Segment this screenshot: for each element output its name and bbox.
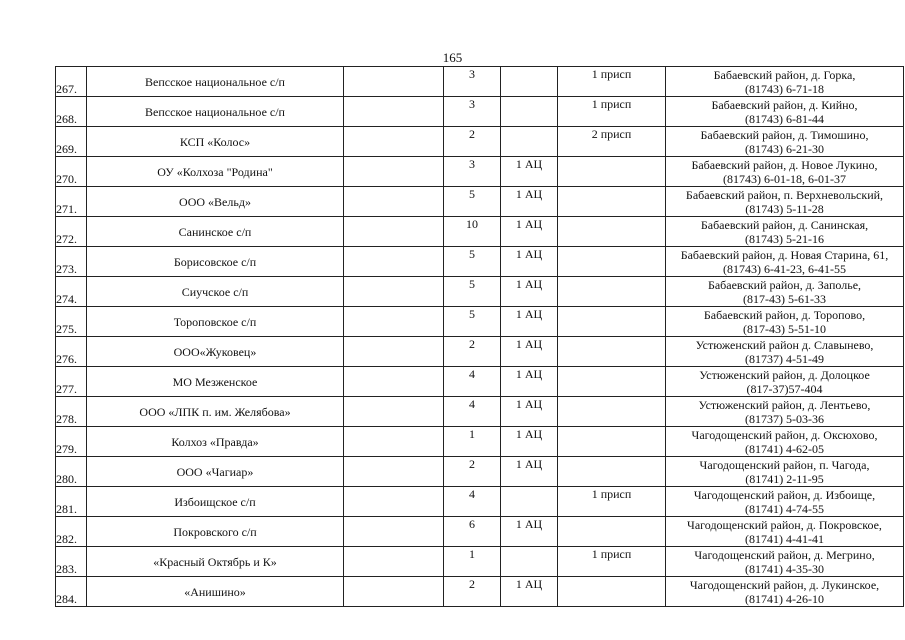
ac-cell [501, 547, 558, 577]
count-cell: 5 [444, 307, 501, 337]
blank-cell [344, 547, 444, 577]
ac-cell: 1 АЦ [501, 247, 558, 277]
row-number: 276. [56, 337, 87, 367]
address-line: Чагодощенский район, д. Покровское, [687, 517, 882, 532]
count-cell: 3 [444, 67, 501, 97]
address-cell [666, 397, 904, 427]
ac-cell: 1 АЦ [501, 307, 558, 337]
count-cell: 6 [444, 517, 501, 547]
prisp-cell [558, 247, 666, 277]
address-cell [666, 217, 904, 247]
address-line: Устюженский район, д. Долоцкое [699, 367, 870, 382]
count-cell: 2 [444, 127, 501, 157]
row-number: 271. [56, 187, 87, 217]
address-line: Бабаевский район, д. Горка, [713, 67, 856, 82]
table-row [56, 217, 904, 247]
table-row [56, 577, 904, 607]
prisp-cell [558, 397, 666, 427]
count-cell: 4 [444, 397, 501, 427]
blank-cell [344, 367, 444, 397]
prisp-cell [558, 517, 666, 547]
ac-cell: 1 АЦ [501, 217, 558, 247]
blank-cell [344, 127, 444, 157]
table-row [56, 457, 904, 487]
row-number: 268. [56, 97, 87, 127]
row-number: 283. [56, 547, 87, 577]
blank-cell [344, 157, 444, 187]
table-row [56, 427, 904, 457]
blank-cell [344, 217, 444, 247]
organization-name: Избоищское с/п [87, 487, 344, 517]
phone-line: (81741) 4-26-10 [745, 591, 824, 606]
row-number: 281. [56, 487, 87, 517]
count-cell: 1 [444, 427, 501, 457]
organization-name: Сиучское с/п [87, 277, 344, 307]
ac-cell [501, 97, 558, 127]
address-cell [666, 277, 904, 307]
address-cell [666, 157, 904, 187]
prisp-cell [558, 457, 666, 487]
address-cell [666, 247, 904, 277]
blank-cell [344, 457, 444, 487]
prisp-cell [558, 277, 666, 307]
row-number: 270. [56, 157, 87, 187]
prisp-cell [558, 427, 666, 457]
ac-cell: 1 АЦ [501, 157, 558, 187]
count-cell: 5 [444, 247, 501, 277]
row-number: 275. [56, 307, 87, 337]
blank-cell [344, 277, 444, 307]
table-row [56, 307, 904, 337]
row-number: 282. [56, 517, 87, 547]
organization-name: Борисовское с/п [87, 247, 344, 277]
row-number: 272. [56, 217, 87, 247]
phone-line: (81741) 2-11-95 [745, 471, 824, 486]
prisp-cell [558, 307, 666, 337]
address-cell [666, 337, 904, 367]
row-number: 279. [56, 427, 87, 457]
address-line: Бабаевский район, д. Тимошино, [700, 127, 869, 142]
address-line: Бабаевский район, д. Новое Лукино, [691, 157, 878, 172]
organization-name: Вепсское национальное с/п [87, 97, 344, 127]
address-line: Чагодощенский район, п. Чагода, [699, 457, 870, 472]
phone-line: (81741) 4-62-05 [745, 441, 824, 456]
organization-name: ООО «Вельд» [87, 187, 344, 217]
count-cell: 4 [444, 367, 501, 397]
blank-cell [344, 97, 444, 127]
table-row [56, 97, 904, 127]
organization-name: КСП «Колос» [87, 127, 344, 157]
phone-line: (81737) 5-03-36 [745, 411, 824, 426]
ac-cell [501, 67, 558, 97]
ac-cell: 1 АЦ [501, 367, 558, 397]
organization-name: ООО «Чагиар» [87, 457, 344, 487]
address-line: Чагодощенский район, д. Мегрино, [694, 547, 875, 562]
address-cell [666, 487, 904, 517]
address-line: Чагодощенский район, д. Оксюхово, [691, 427, 878, 442]
organization-name: Вепсское национальное с/п [87, 67, 344, 97]
prisp-cell [558, 367, 666, 397]
table-row [56, 337, 904, 367]
address-line: Бабаевский район, д. Торопово, [703, 307, 866, 322]
blank-cell [344, 187, 444, 217]
table-row [56, 487, 904, 517]
table-row [56, 277, 904, 307]
count-cell: 3 [444, 97, 501, 127]
row-number: 277. [56, 367, 87, 397]
organization-name: Покровского с/п [87, 517, 344, 547]
blank-cell [344, 67, 444, 97]
page-number: 165 [442, 50, 463, 65]
row-number: 278. [56, 397, 87, 427]
phone-line: (81743) 5-11-28 [745, 201, 824, 216]
prisp-cell: 1 присп [558, 97, 666, 127]
address-cell [666, 127, 904, 157]
organization-name: МО Мезженское [87, 367, 344, 397]
address-cell [666, 187, 904, 217]
count-cell: 5 [444, 187, 501, 217]
prisp-cell [558, 187, 666, 217]
blank-cell [344, 307, 444, 337]
count-cell: 2 [444, 577, 501, 607]
table-row [56, 547, 904, 577]
organization-name: «Красный Октябрь и К» [87, 547, 344, 577]
address-line: Бабаевский район, д. Новая Старина, 61, [680, 247, 889, 262]
organization-name: ООО«Жуковец» [87, 337, 344, 367]
row-number: 280. [56, 457, 87, 487]
table-row [56, 247, 904, 277]
table-row [56, 127, 904, 157]
organization-name: ООО «ЛПК п. им. Желябова» [87, 397, 344, 427]
ac-cell: 1 АЦ [501, 397, 558, 427]
table-body [56, 67, 904, 607]
count-cell: 4 [444, 487, 501, 517]
ac-cell: 1 АЦ [501, 457, 558, 487]
blank-cell [344, 427, 444, 457]
address-line: Бабаевский район, п. Верхневольский, [685, 187, 884, 202]
blank-cell [344, 517, 444, 547]
prisp-cell: 1 присп [558, 67, 666, 97]
prisp-cell: 1 присп [558, 547, 666, 577]
table-row [56, 157, 904, 187]
row-number: 269. [56, 127, 87, 157]
ac-cell: 1 АЦ [501, 427, 558, 457]
row-number: 274. [56, 277, 87, 307]
phone-line: (81743) 5-21-16 [745, 231, 824, 246]
address-cell [666, 547, 904, 577]
organization-name: Санинское с/п [87, 217, 344, 247]
organization-name: Колхоз «Правда» [87, 427, 344, 457]
phone-line: (81743) 6-01-18, 6-01-37 [723, 171, 846, 186]
phone-line: (81743) 6-81-44 [745, 111, 824, 126]
organization-name: Тороповское с/п [87, 307, 344, 337]
phone-line: (81743) 6-71-18 [745, 81, 824, 96]
phone-line: (81741) 4-74-55 [745, 501, 824, 516]
address-cell [666, 427, 904, 457]
address-line: Устюженский район, д. Лентьево, [698, 397, 871, 412]
ac-cell [501, 127, 558, 157]
count-cell: 2 [444, 457, 501, 487]
phone-line: (81743) 6-21-30 [745, 141, 824, 156]
phone-line: (81741) 4-41-41 [745, 531, 824, 546]
phone-line: (817-43) 5-51-10 [743, 321, 826, 336]
phone-line: (817-43) 5-61-33 [743, 291, 826, 306]
table-row [56, 187, 904, 217]
address-line: Бабаевский район, д. Кийно, [711, 97, 858, 112]
count-cell: 1 [444, 547, 501, 577]
organization-name: ОУ «Колхоза "Родина" [87, 157, 344, 187]
data-table [55, 66, 904, 607]
address-line: Устюженский район д. Славынево, [695, 337, 874, 352]
ac-cell: 1 АЦ [501, 337, 558, 367]
blank-cell [344, 397, 444, 427]
address-cell [666, 577, 904, 607]
blank-cell [344, 577, 444, 607]
address-cell [666, 67, 904, 97]
address-cell [666, 307, 904, 337]
address-line: Бабаевский район, д. Заполье, [707, 277, 862, 292]
prisp-cell [558, 157, 666, 187]
prisp-cell: 1 присп [558, 487, 666, 517]
address-line: Чагодощенский район, д. Лукинское, [689, 577, 880, 592]
phone-line: (81743) 6-41-23, 6-41-55 [723, 261, 846, 276]
count-cell: 10 [444, 217, 501, 247]
blank-cell [344, 247, 444, 277]
address-cell [666, 517, 904, 547]
phone-line: (81741) 4-35-30 [745, 561, 824, 576]
address-cell [666, 97, 904, 127]
ac-cell: 1 АЦ [501, 277, 558, 307]
organization-name: «Анишино» [87, 577, 344, 607]
table-row [56, 397, 904, 427]
table-row [56, 367, 904, 397]
address-line: Чагодощенский район, д. Избоище, [693, 487, 876, 502]
count-cell: 5 [444, 277, 501, 307]
address-cell [666, 457, 904, 487]
blank-cell [344, 487, 444, 517]
row-number: 284. [56, 577, 87, 607]
ac-cell [501, 487, 558, 517]
table-row [56, 67, 904, 97]
ac-cell: 1 АЦ [501, 517, 558, 547]
ac-cell: 1 АЦ [501, 577, 558, 607]
prisp-cell: 2 присп [558, 127, 666, 157]
count-cell: 3 [444, 157, 501, 187]
count-cell: 2 [444, 337, 501, 367]
prisp-cell [558, 337, 666, 367]
blank-cell [344, 337, 444, 367]
prisp-cell [558, 217, 666, 247]
table-row [56, 517, 904, 547]
address-line: Бабаевский район, д. Санинская, [700, 217, 869, 232]
phone-line: (81737) 4-51-49 [745, 351, 824, 366]
ac-cell: 1 АЦ [501, 187, 558, 217]
row-number: 273. [56, 247, 87, 277]
prisp-cell [558, 577, 666, 607]
address-cell [666, 367, 904, 397]
row-number: 267. [56, 67, 87, 97]
phone-line: (817-37)57-404 [746, 381, 823, 396]
